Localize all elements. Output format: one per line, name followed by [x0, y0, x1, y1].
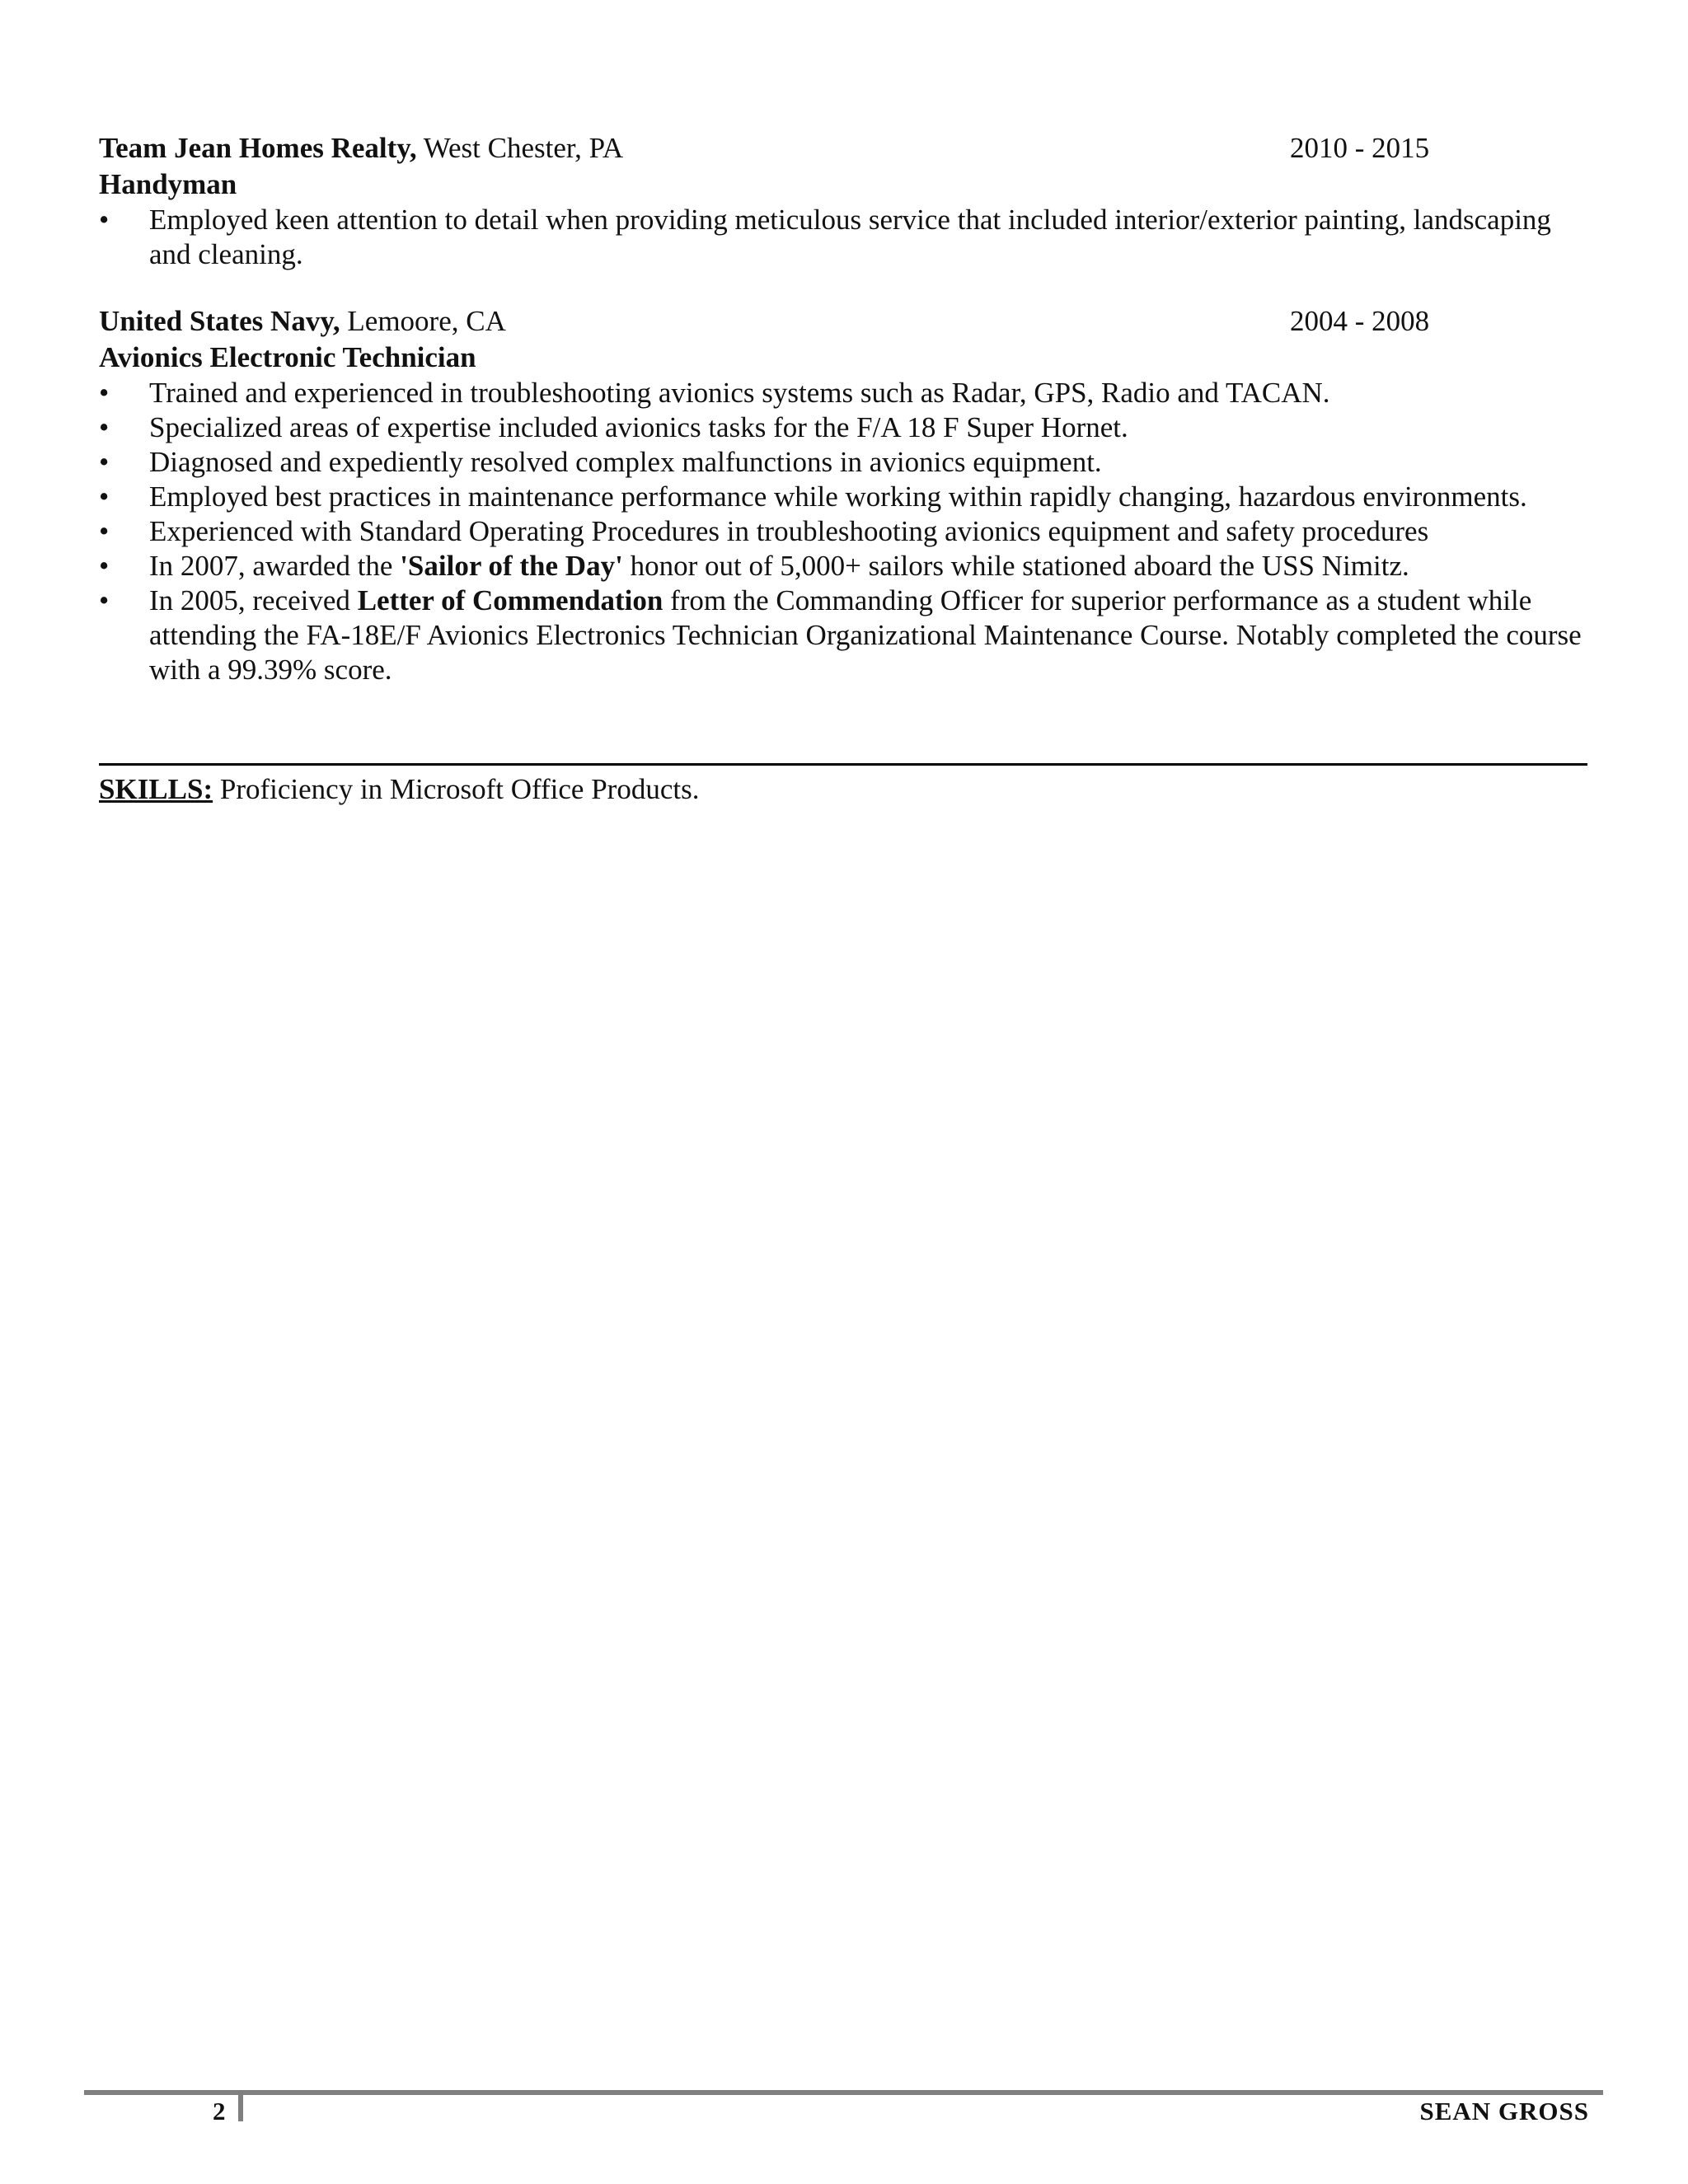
bullet-item: [99, 514, 1582, 549]
skills-text: Proficiency in Microsoft Office Products.: [213, 773, 700, 805]
company-location: Lemoore, CA: [340, 305, 506, 337]
company-name: United States Navy,: [99, 305, 340, 337]
job-bullets: [99, 376, 1582, 687]
job-title: Avionics Electronic Technician: [99, 341, 476, 373]
bullet-text: Employed best practices in maintenance performance while working within rapidly changing, hazardous environments.: [149, 480, 1527, 513]
bullet-emphasis: Letter of Commendation: [357, 584, 663, 616]
bullet-text: Trained and experienced in troubleshooting avionics systems such as Radar, GPS, Radio and TACAN.: [149, 377, 1330, 409]
company-name: Team Jean Homes Realty,: [99, 132, 417, 164]
company-location: West Chester, PA: [416, 132, 624, 164]
section-divider: [99, 763, 1587, 766]
bullet-marker: •: [99, 550, 110, 582]
job-entry-team-jean: [99, 130, 1582, 272]
bullet-emphasis: 'Sailor of the Day': [400, 550, 623, 582]
bullet-marker: •: [99, 446, 110, 478]
skills-section: [99, 771, 699, 808]
page-number: 2: [213, 2097, 226, 2125]
job-dates: 2004 - 2008: [1290, 305, 1430, 337]
job-bullets: [99, 203, 1582, 272]
bullet-text: from the Commanding Officer for superior performance as a student while attending the FA-18E/F Avionics Electronics Technician Organizational Maintenance Course. Notably completed the course with a 99.39% score.: [149, 584, 1582, 686]
bullet-item: [99, 445, 1582, 480]
bullet-marker: •: [99, 411, 110, 443]
bullet-text: Diagnosed and expediently resolved complex malfunctions in avionics equipment.: [149, 446, 1102, 478]
bullet-item: [99, 376, 1582, 410]
job-header: [99, 303, 1582, 340]
bullet-marker: •: [99, 204, 110, 236]
bullet-text: Experienced with Standard Operating Procedures in troubleshooting avionics equipment and safety procedures: [149, 515, 1429, 547]
job-title: Handyman: [99, 168, 237, 200]
bullet-text: Employed keen attention to detail when providing meticulous service that included interior/exterior painting, landscaping and cleaning.: [149, 204, 1551, 270]
bullet-item: [99, 480, 1582, 514]
footer-separator: [238, 2095, 243, 2121]
job-header: [99, 130, 1582, 166]
bullet-text: Specialized areas of expertise included avionics tasks for the F/A 18 F Super Hornet.: [149, 411, 1128, 443]
bullet-text: honor out of 5,000+ sailors while stationed aboard the USS Nimitz.: [622, 550, 1409, 582]
bullet-marker: •: [99, 377, 110, 409]
job-dates: 2010 - 2015: [1290, 132, 1430, 164]
bullet-text: In 2005, received: [149, 584, 358, 616]
bullet-marker: •: [99, 515, 110, 547]
bullet-text: In 2007, awarded the: [149, 550, 401, 582]
bullet-marker: •: [99, 480, 110, 513]
skills-label: SKILLS:: [99, 773, 213, 805]
bullet-item: [99, 549, 1582, 583]
bullet-item: [99, 583, 1582, 687]
footer-rule: [84, 2090, 1603, 2095]
bullet-item: [99, 203, 1582, 272]
bullet-marker: •: [99, 584, 110, 616]
footer-name: SEAN GROSS: [1419, 2097, 1589, 2125]
job-entry-us-navy: [99, 303, 1582, 687]
bullet-item: [99, 410, 1582, 445]
